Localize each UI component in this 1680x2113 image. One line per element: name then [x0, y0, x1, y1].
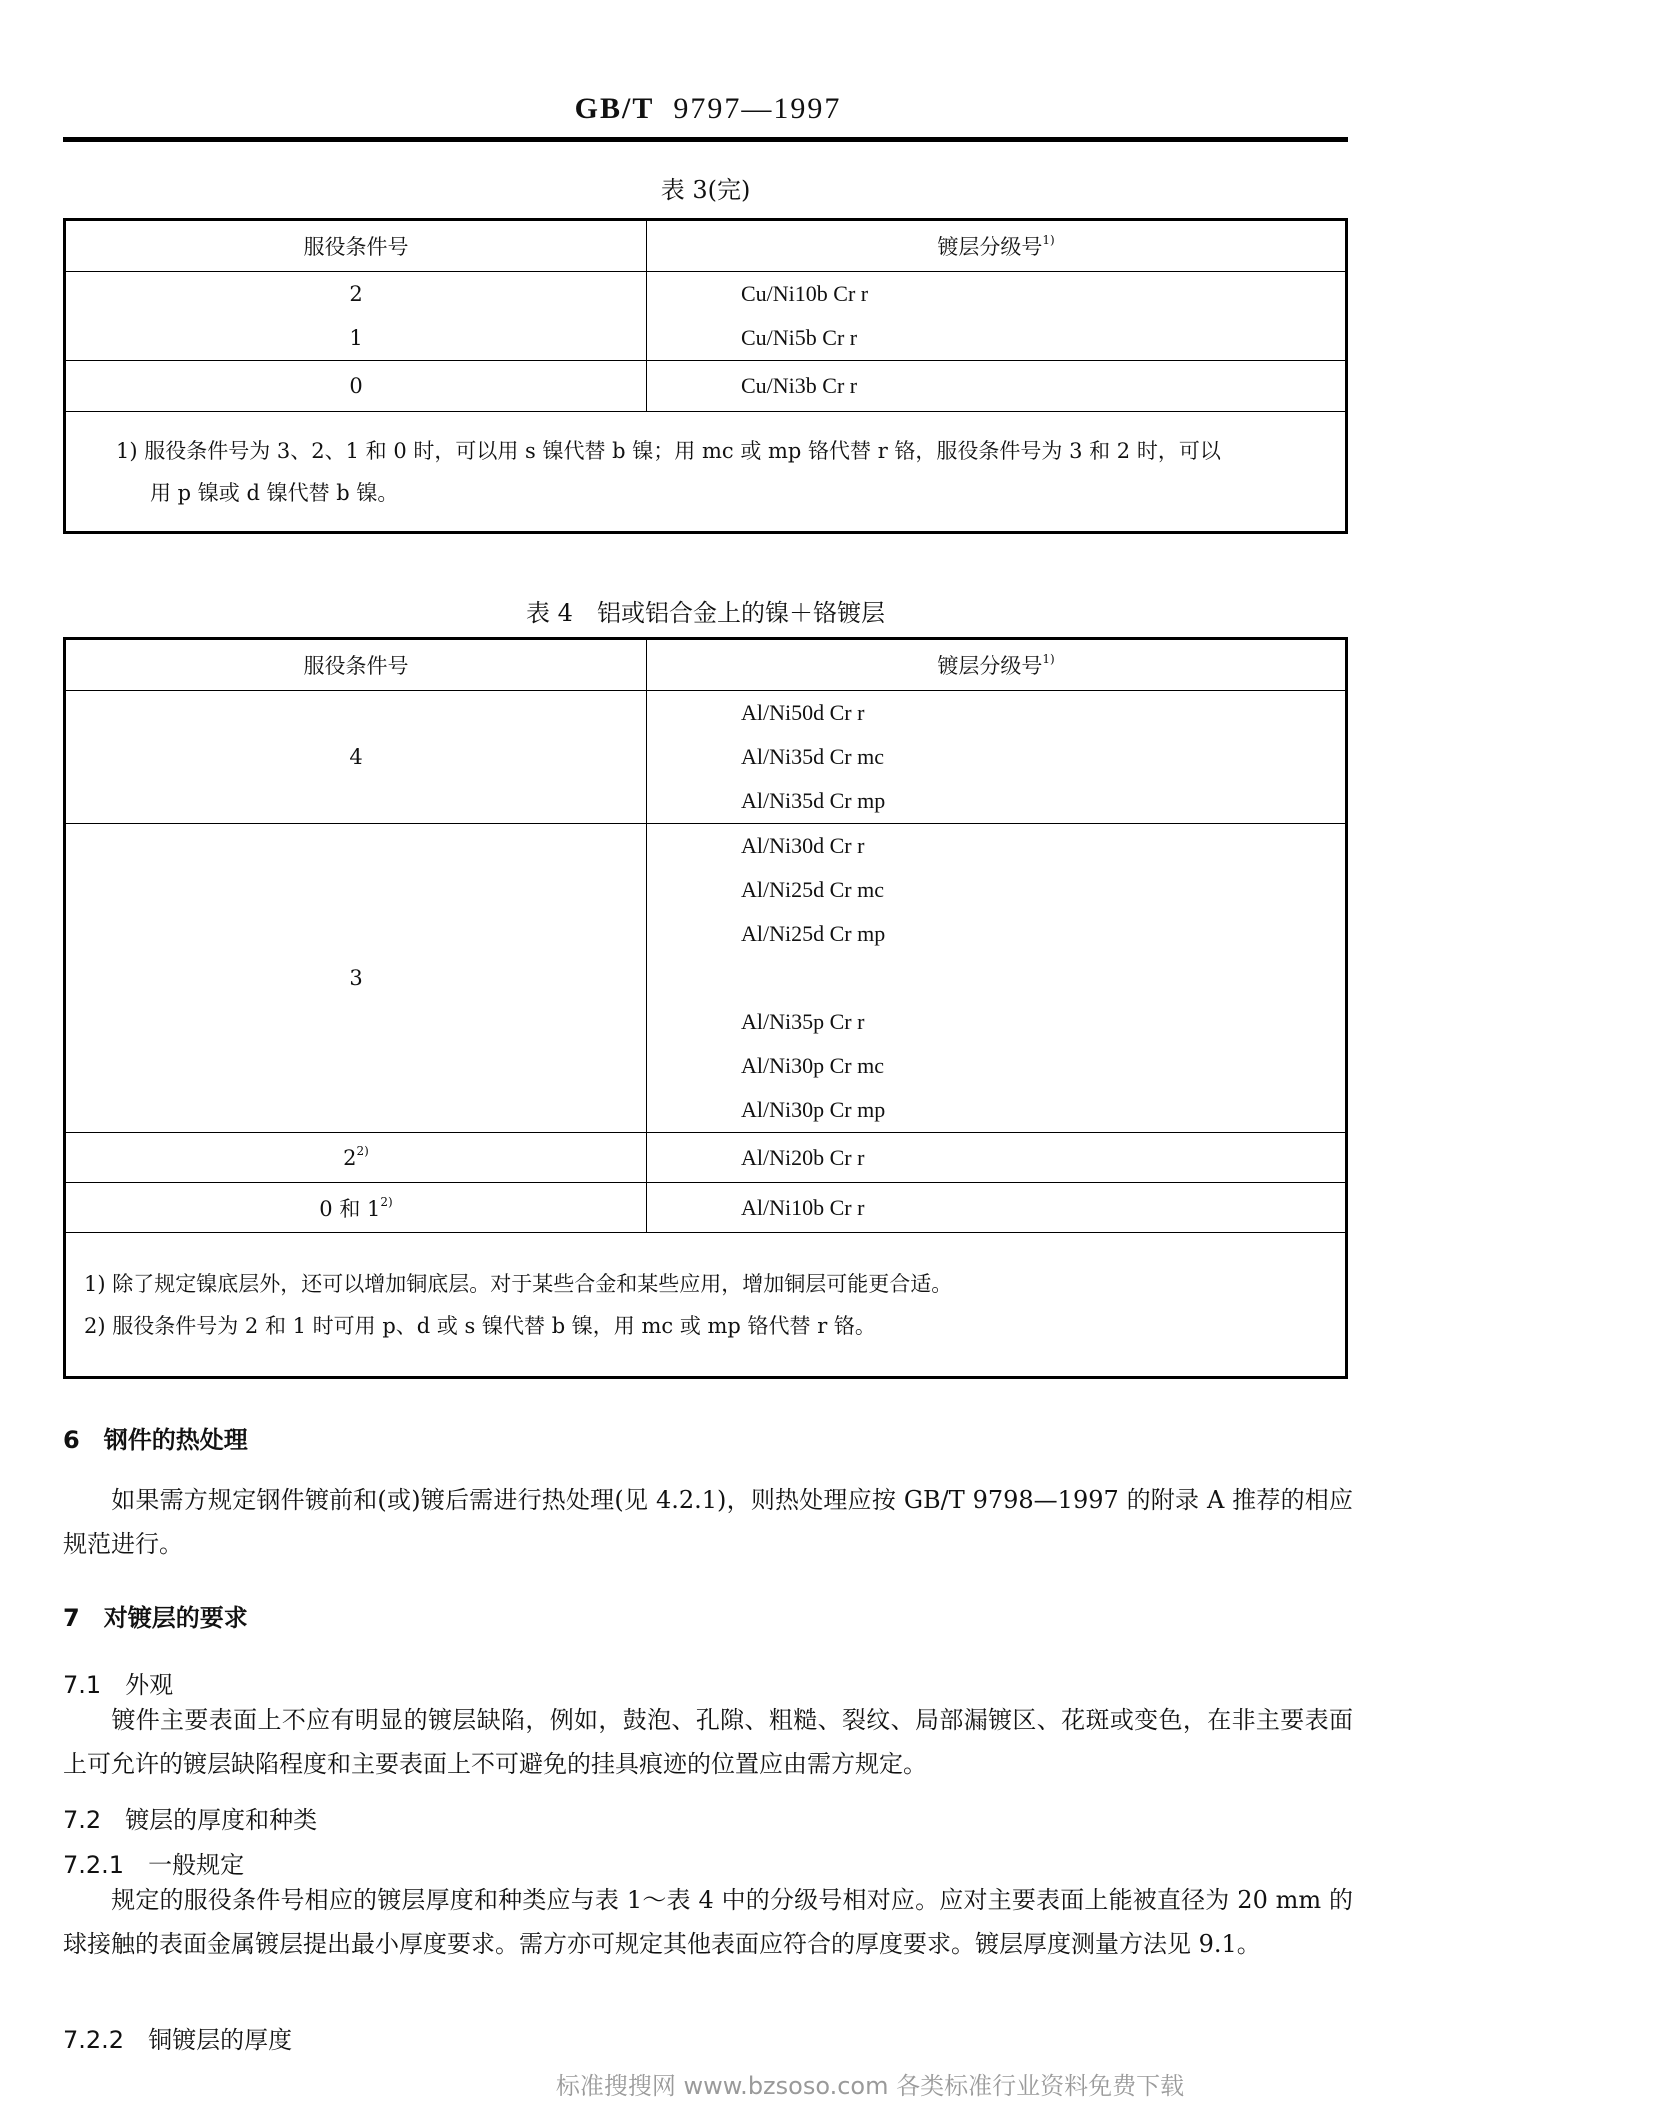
table4-col-condition: 服役条件号 [65, 639, 647, 691]
table3-note-1: 1) 服役条件号为 3、2、1 和 0 时，可以用 s 镍代替 b 镍；用 mc 或 mp 铬代替 r 铬，服役条件号为 3 和 2 时，可以 [116, 438, 1221, 463]
standard-number: 9797—1997 [673, 92, 842, 125]
table3-notes [65, 412, 1347, 533]
table3-note-1-cont: 用 p 镍或 d 镍代替 b 镍。 [150, 480, 399, 505]
section-6-heading: 6 钢件的热处理 [63, 1426, 248, 1454]
document-header [63, 92, 1353, 126]
table4-notes-row [65, 1233, 1347, 1378]
table3-header-row [65, 220, 1347, 272]
section-7-2-1-paragraph: 规定的服役条件号相应的镀层厚度和种类应与表 1～表 4 中的分级号相对应。应对主要表面上能被直径为 20 mm 的球接触的表面金属镀层提出最小厚度要求。需方亦可规定其他表面应符合的厚度要求。镀层厚度测量方法见 9.1。 [63, 1886, 1353, 1958]
watermark: 标准搜搜网 www.bzsoso.com 各类标准行业资料免费下载 [555, 2072, 1185, 2100]
table3-notes-row [65, 412, 1347, 533]
grade-cell: Al/Ni30d Cr r Al/Ni25d Cr mc Al/Ni25d Cr mp Al/Ni35p Cr r Al/Ni30p Cr mc Al/Ni30p Cr mp [647, 824, 1347, 1133]
table3-col-grade: 镀层分级号$^{1)}$ [647, 220, 1347, 272]
grade-cell: Cu/Ni3b Cr r [647, 361, 1347, 412]
section-7-2-heading: 7.2 镀层的厚度和种类 [63, 1806, 318, 1834]
table4-header-row [65, 639, 1347, 691]
table3 [63, 218, 1348, 534]
condition-cell: 4 [65, 691, 647, 824]
section-7-1-paragraph: 镀件主要表面上不应有明显的镀层缺陷，例如，鼓泡、孔隙、粗糙、裂纹、局部漏镀区、花斑或变色，在非主要表面上可允许的镀层缺陷程度和主要表面上不可避免的挂具痕迹的位置应由需方规定。 [63, 1706, 1353, 1778]
section-6-paragraph: 如果需方规定钢件镀前和(或)镀后需进行热处理(见 4.2.1)，则热处理应按 GB/T 9798—1997 的附录 A 推荐的相应规范进行。 [63, 1486, 1353, 1558]
table-row [65, 824, 1347, 1133]
section-7-2-2-heading: 7.2.2 铜镀层的厚度 [63, 2026, 293, 2054]
table3-col-condition: 服役条件号 [65, 220, 647, 272]
section-7-heading: 7 对镀层的要求 [63, 1604, 248, 1632]
table-row [65, 272, 1347, 361]
header-rule [63, 137, 1348, 142]
table4-caption: 表 4 铝或铝合金上的镍＋铬镀层 [526, 599, 885, 627]
table-row [65, 1133, 1347, 1183]
table-row [65, 1183, 1347, 1233]
table3-caption: 表 3(完) [660, 176, 751, 204]
table4 [63, 637, 1348, 1379]
condition-cell: 0 [65, 361, 647, 412]
table4-note-1: 1) 除了规定镍底层外，还可以增加铜底层。对于某些合金和某些应用，增加铜层可能更合适。 [84, 1271, 953, 1296]
grade-cell: Al/Ni10b Cr r [647, 1183, 1347, 1233]
condition-cell: 3 [65, 824, 647, 1133]
condition-cell: 0 和 1$^{2)}$ [65, 1183, 647, 1233]
table-row [65, 691, 1347, 824]
section-7-1-heading: 7.1 外观 [63, 1671, 174, 1699]
table-row [65, 361, 1347, 412]
condition-cell: 2$^{2)}$ [65, 1133, 647, 1183]
standard-code: GB/T [574, 92, 655, 125]
grade-cell: Cu/Ni10b Cr r Cu/Ni5b Cr r [647, 272, 1347, 361]
table4-note-2: 2) 服役条件号为 2 和 1 时可用 p、d 或 s 镍代替 b 镍，用 mc 或 mp 铬代替 r 铬。 [84, 1313, 876, 1338]
table4-notes [65, 1233, 1347, 1378]
condition-cell: 2 1 [65, 272, 647, 361]
grade-cell: Al/Ni20b Cr r [647, 1133, 1347, 1183]
grade-cell: Al/Ni50d Cr r Al/Ni35d Cr mc Al/Ni35d Cr mp [647, 691, 1347, 824]
section-7-2-1-heading: 7.2.1 一般规定 [63, 1851, 245, 1879]
table4-col-grade: 镀层分级号$^{1)}$ [647, 639, 1347, 691]
